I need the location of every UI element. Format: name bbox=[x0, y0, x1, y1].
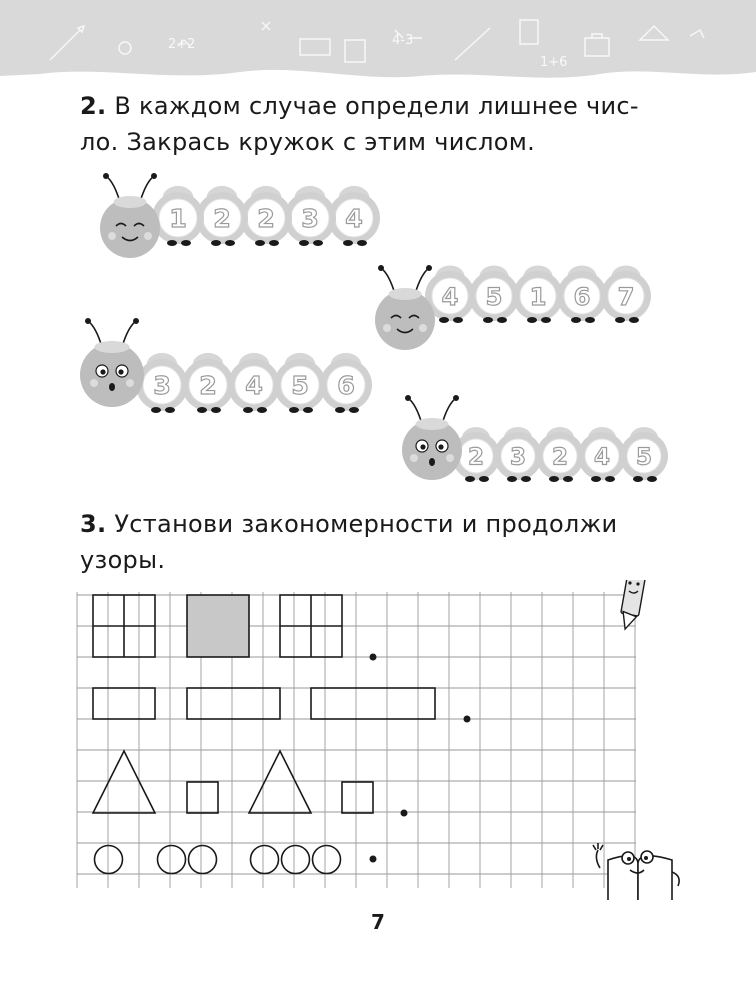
caterpillar-number: 2 bbox=[551, 444, 569, 471]
caterpillar-segment bbox=[536, 427, 584, 482]
caterpillar-segment bbox=[513, 265, 563, 323]
caterpillar-number: 6 bbox=[573, 282, 591, 311]
task-3-text bbox=[80, 506, 680, 578]
task-3-line-2: узоры. bbox=[80, 546, 166, 574]
caterpillar-number: 3 bbox=[301, 204, 319, 234]
caterpillar-segment bbox=[182, 353, 234, 413]
task-3-line-1 bbox=[80, 506, 680, 542]
caterpillar-number: 3 bbox=[509, 444, 527, 471]
task-2-line-2: ло. Закрась кружок с этим числом. bbox=[80, 128, 536, 156]
continue-dot bbox=[464, 716, 471, 723]
caterpillar-3 bbox=[80, 318, 372, 413]
caterpillar-number: 1 bbox=[529, 282, 547, 311]
caterpillar-number: 7 bbox=[617, 282, 635, 311]
caterpillar-number: 2 bbox=[257, 204, 275, 234]
caterpillar-number: 4 bbox=[441, 282, 459, 311]
caterpillar-head bbox=[100, 196, 160, 258]
pattern-row-triangles bbox=[93, 751, 373, 813]
caterpillar-segment bbox=[469, 265, 519, 323]
caterpillar-number: 4 bbox=[345, 204, 363, 234]
caterpillar-2 bbox=[375, 265, 651, 350]
caterpillars-illustration bbox=[0, 170, 756, 490]
circle bbox=[282, 846, 310, 874]
pattern-grid bbox=[0, 580, 756, 900]
triangle bbox=[93, 751, 155, 813]
circle bbox=[95, 846, 123, 874]
rectangle-2-cells bbox=[93, 688, 155, 719]
pattern-row-squares bbox=[93, 595, 342, 657]
task-2-number: 2. bbox=[80, 92, 107, 120]
pattern-row-rectangles bbox=[93, 688, 435, 719]
caterpillar-segment bbox=[620, 427, 668, 482]
task-3-line-1-text: Установи закономерности и продолжи bbox=[114, 510, 618, 538]
caterpillar-number: 4 bbox=[245, 371, 263, 401]
svg-text:1+6: 1+6 bbox=[540, 55, 568, 70]
caterpillar-segment bbox=[136, 353, 188, 413]
caterpillar-number: 5 bbox=[485, 282, 503, 311]
caterpillar-head bbox=[80, 341, 144, 407]
caterpillar-number: 5 bbox=[291, 371, 309, 401]
caterpillar-number: 3 bbox=[153, 371, 171, 401]
caterpillar-4 bbox=[402, 395, 668, 482]
small-square bbox=[187, 782, 218, 813]
svg-text:2+2: 2+2 bbox=[168, 37, 196, 52]
caterpillar-number: 4 bbox=[593, 444, 611, 471]
caterpillar-segment bbox=[601, 265, 651, 323]
triangle bbox=[249, 751, 311, 813]
caterpillar-segment bbox=[578, 427, 626, 482]
small-square bbox=[342, 782, 373, 813]
circle bbox=[158, 846, 186, 874]
rectangle-4-cells bbox=[311, 688, 435, 719]
page-number: 7 bbox=[371, 910, 385, 934]
task-3-number: 3. bbox=[80, 510, 107, 538]
header-decoration bbox=[0, 0, 756, 90]
svg-text:4-3: 4-3 bbox=[392, 33, 414, 48]
caterpillar-head bbox=[402, 418, 462, 480]
caterpillar-number: 5 bbox=[635, 444, 653, 471]
pattern-row-circles bbox=[95, 846, 341, 874]
caterpillar-number: 2 bbox=[199, 371, 217, 401]
caterpillar-number: 2 bbox=[213, 204, 231, 234]
circle bbox=[189, 846, 217, 874]
continue-dot bbox=[401, 810, 408, 817]
caterpillar-segment bbox=[152, 186, 204, 246]
task-2-text bbox=[80, 88, 680, 160]
grid-lines bbox=[77, 592, 636, 888]
caterpillar-number: 6 bbox=[337, 371, 355, 401]
caterpillar-segment bbox=[320, 353, 372, 413]
task-2-line-1-text: В каждом случае определи лишнее чис- bbox=[114, 92, 639, 120]
task-2-line-1 bbox=[80, 88, 680, 124]
circle bbox=[251, 846, 279, 874]
caterpillar-number: 1 bbox=[169, 204, 187, 234]
caterpillar-segment bbox=[228, 353, 280, 413]
caterpillar-segment bbox=[274, 353, 326, 413]
caterpillar-segment bbox=[557, 265, 607, 323]
book-character-icon bbox=[593, 843, 679, 900]
caterpillar-1 bbox=[100, 173, 380, 258]
continue-dot bbox=[370, 856, 377, 863]
continue-dot bbox=[370, 654, 377, 661]
shaded-square bbox=[187, 595, 249, 657]
caterpillar-segment bbox=[494, 427, 542, 482]
pencil-character-icon bbox=[620, 580, 648, 631]
caterpillar-number: 2 bbox=[467, 444, 485, 471]
circle bbox=[313, 846, 341, 874]
